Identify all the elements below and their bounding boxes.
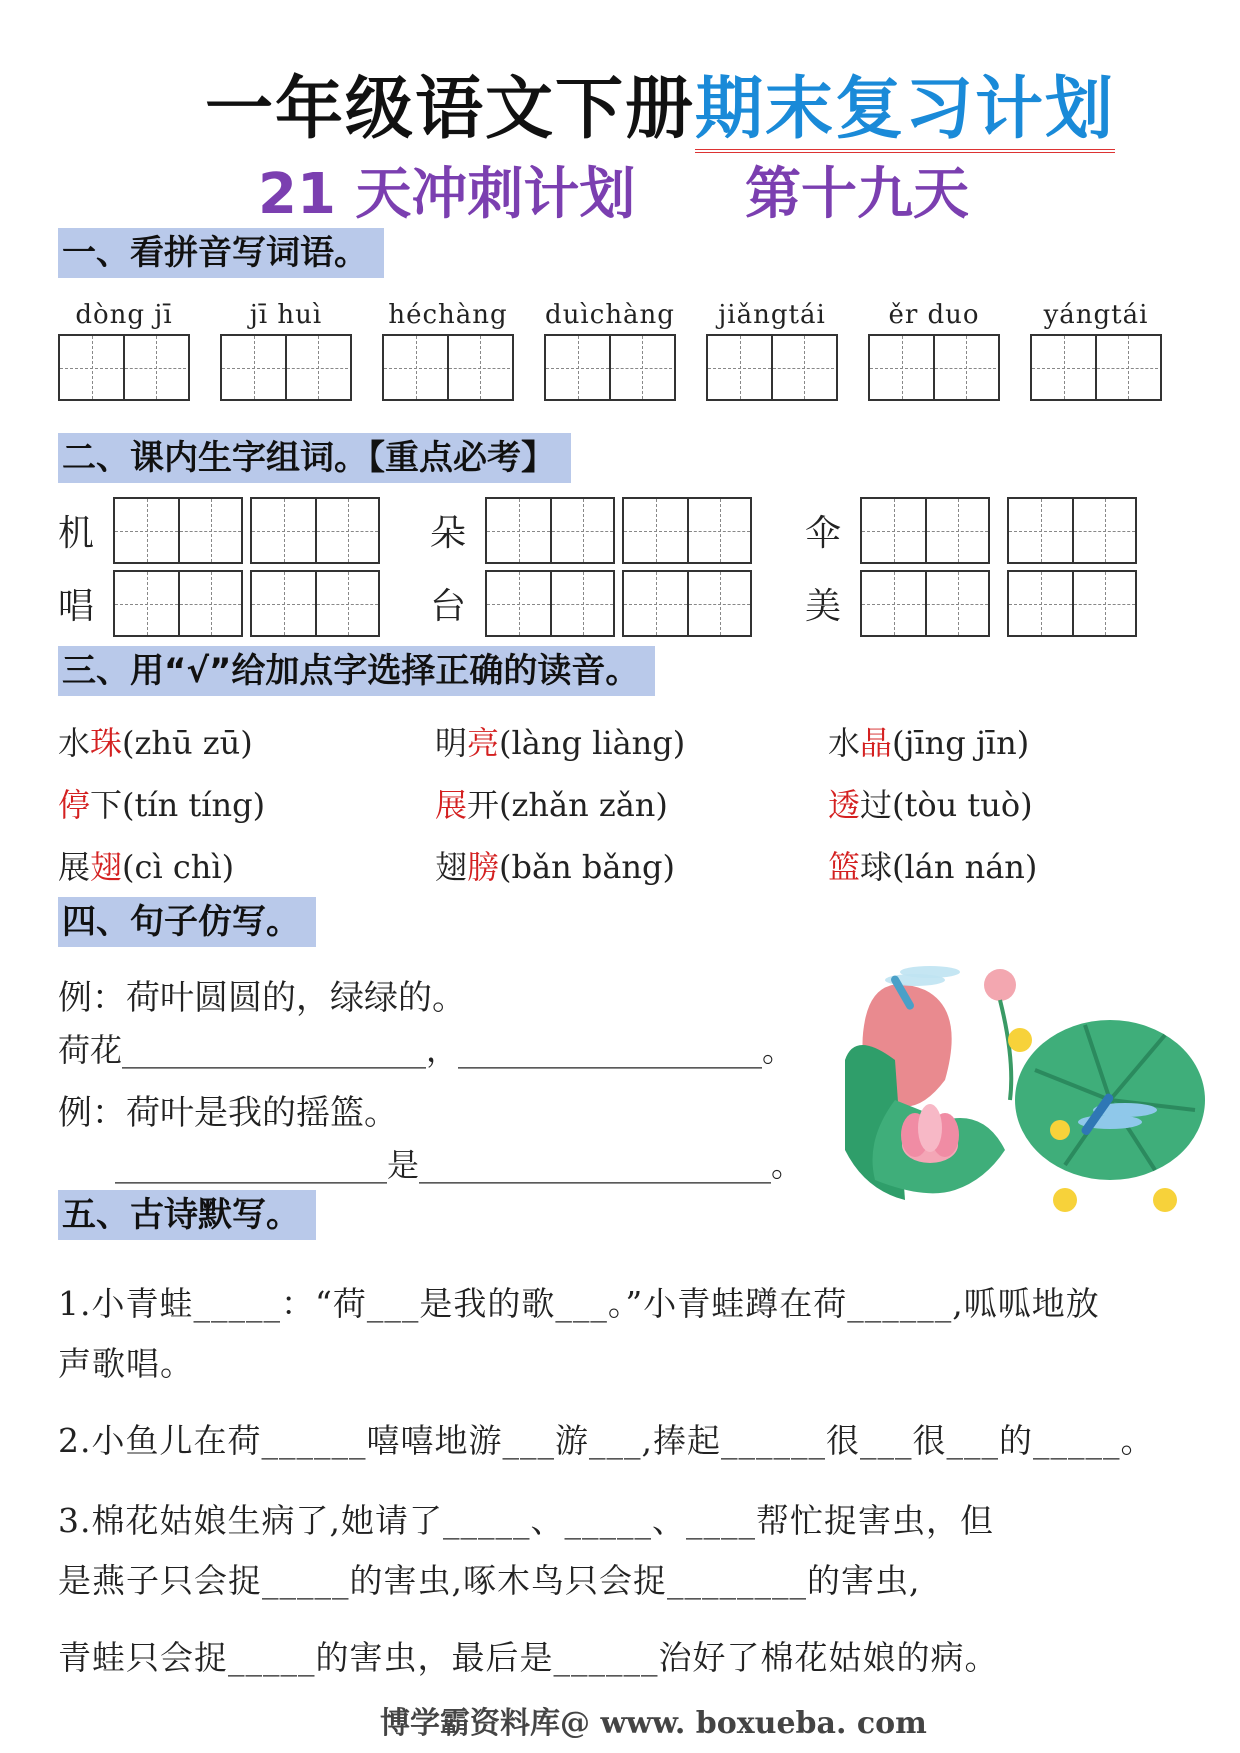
example-sentence: 例：荷叶圆圆的，绿绿的。 <box>58 978 466 1018</box>
pinyin-item <box>706 300 838 401</box>
pinyin-item <box>868 300 1000 401</box>
writing-grid[interactable] <box>1007 497 1137 564</box>
section4-heading: 四、句子仿写。 <box>58 897 316 947</box>
writing-grid[interactable] <box>220 334 352 401</box>
char-label: 机 <box>58 513 95 554</box>
reading-item[interactable]: 透过(tòu tuò) <box>828 786 1033 824</box>
reading-item[interactable]: 明亮(làng liàng) <box>435 724 686 762</box>
pinyin-item <box>544 300 676 401</box>
writing-grid[interactable] <box>706 334 838 401</box>
pinyin-item <box>1030 300 1162 401</box>
page-title <box>205 55 1115 152</box>
writing-grid[interactable] <box>860 497 990 564</box>
section5-heading: 五、古诗默写。 <box>58 1190 316 1240</box>
char-label: 唱 <box>58 586 95 627</box>
pinyin-item <box>382 300 514 401</box>
title-black: 一年级语文下册 <box>205 70 696 149</box>
pinyin-label: héchàng <box>388 300 508 330</box>
reading-item[interactable]: 展翅(cì chì) <box>58 848 235 886</box>
pinyin-item <box>220 300 352 401</box>
poem-question-3[interactable]: 3.棉花姑娘生病了,她请了_____、_____、____帮忙捉害虫，但 <box>58 1501 994 1540</box>
poem-question-3-cont[interactable]: 是燕子只会捉_____的害虫,啄木鸟只会捉________的害虫, <box>58 1561 921 1600</box>
reading-item[interactable]: 停下(tín tíng) <box>58 786 266 824</box>
poem-question-1-cont: 声歌唱。 <box>58 1344 194 1383</box>
reading-item[interactable]: 篮球(lán nán) <box>828 848 1038 886</box>
pinyin-writing-row <box>58 300 1162 401</box>
writing-grid[interactable] <box>250 570 380 637</box>
writing-grid[interactable] <box>382 334 514 401</box>
lotus-illustration <box>835 950 1205 1225</box>
writing-grid[interactable] <box>622 497 752 564</box>
char-label: 伞 <box>805 513 842 554</box>
subtitle-day: 第十九天 <box>745 162 969 227</box>
writing-grid[interactable] <box>622 570 752 637</box>
pinyin-item <box>58 300 190 401</box>
watermark-footer: 博学霸资料库@ www. boxueba. com <box>380 1706 927 1741</box>
example-sentence: 例：荷叶是我的摇篮。 <box>58 1093 398 1133</box>
writing-grid[interactable] <box>113 570 243 637</box>
pinyin-label: dòng jī <box>75 300 173 330</box>
section1-heading: 一、看拼音写词语。 <box>58 228 384 278</box>
char-label: 台 <box>430 586 467 627</box>
section2-heading: 二、课内生字组词。【重点必考】 <box>58 433 571 483</box>
writing-grid[interactable] <box>485 570 615 637</box>
reading-item[interactable]: 水晶(jīng jīn) <box>828 724 1030 762</box>
writing-grid[interactable] <box>250 497 380 564</box>
writing-grid[interactable] <box>1030 334 1162 401</box>
char-label: 美 <box>805 586 842 627</box>
pinyin-label: jī huì <box>249 300 323 330</box>
pinyin-label: ěr duo <box>888 300 980 330</box>
writing-grid[interactable] <box>485 497 615 564</box>
subtitle-plan: 21 天冲刺计划 <box>258 162 636 227</box>
imitation-blank-line[interactable]: _________________是______________________。 <box>115 1146 804 1184</box>
pinyin-label: duìchàng <box>545 300 675 330</box>
pinyin-label: yángtái <box>1043 300 1149 330</box>
reading-item[interactable]: 展开(zhǎn zǎn) <box>435 786 668 824</box>
writing-grid[interactable] <box>544 334 676 401</box>
writing-grid[interactable] <box>1007 570 1137 637</box>
writing-grid[interactable] <box>868 334 1000 401</box>
imitation-blank-line[interactable]: 荷花___________________，___________________。 <box>58 1031 795 1069</box>
title-highlight: 期末复习计划 <box>695 70 1115 153</box>
reading-item[interactable]: 翅膀(bǎn bǎng) <box>435 848 675 886</box>
writing-grid[interactable] <box>860 570 990 637</box>
char-label: 朵 <box>430 513 467 554</box>
poem-question-3-end[interactable]: 青蛙只会捉_____的害虫，最后是______治好了棉花姑娘的病。 <box>58 1638 999 1677</box>
poem-question-2[interactable]: 2.小鱼儿在荷______嘻嘻地游___游___,捧起______很___很___的_____。 <box>58 1421 1155 1460</box>
section3-heading: 三、用“√”给加点字选择正确的读音。 <box>58 646 655 696</box>
poem-question-1[interactable]: 1.小青蛙_____：“荷___是我的歌___。”小青蛙蹲在荷______,呱呱地放 <box>58 1284 1100 1323</box>
writing-grid[interactable] <box>58 334 190 401</box>
writing-grid[interactable] <box>113 497 243 564</box>
reading-item[interactable]: 水珠(zhū zū) <box>58 724 253 762</box>
pinyin-label: jiǎngtái <box>718 300 826 330</box>
